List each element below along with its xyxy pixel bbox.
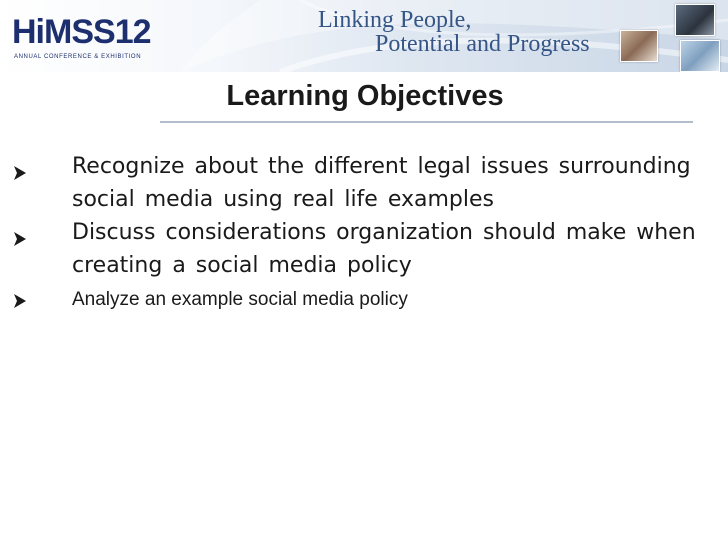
- header-photo-3: [680, 40, 720, 72]
- logo-wordmark-year: 12: [114, 13, 151, 51]
- tagline-line-1: Linking People,: [318, 7, 472, 33]
- title-divider: [160, 121, 693, 123]
- tagline-line-2: Potential and Progress: [375, 31, 590, 57]
- header-photo-1: [675, 4, 715, 36]
- objective-text-3: Analyze an example social media policy: [72, 289, 408, 310]
- arrow-bullet-icon: [12, 224, 32, 257]
- slide-header-banner: [0, 0, 728, 72]
- objective-item-2: [12, 216, 712, 282]
- logo-subtitle: ANNUAL CONFERENCE & EXHIBITION: [14, 54, 142, 60]
- objectives-list: [12, 150, 712, 312]
- header-photo-2: [620, 30, 658, 62]
- arrow-bullet-icon: [12, 158, 32, 191]
- objective-item-3: [12, 288, 712, 312]
- objective-text-2: Discuss considerations organization should make when creating a social media policy: [72, 220, 696, 278]
- arrow-bullet-icon: [12, 292, 32, 316]
- slide-title-text: Learning Objectives: [226, 80, 504, 112]
- objective-item-1: [12, 150, 712, 216]
- himss12-logo: [12, 12, 172, 64]
- logo-wordmark: [12, 12, 151, 52]
- objective-text-1: Recognize about the different legal issues surrounding social media using real life examples: [72, 154, 691, 212]
- slide-title: [0, 78, 728, 114]
- logo-wordmark-prefix: HiMSS: [12, 13, 115, 51]
